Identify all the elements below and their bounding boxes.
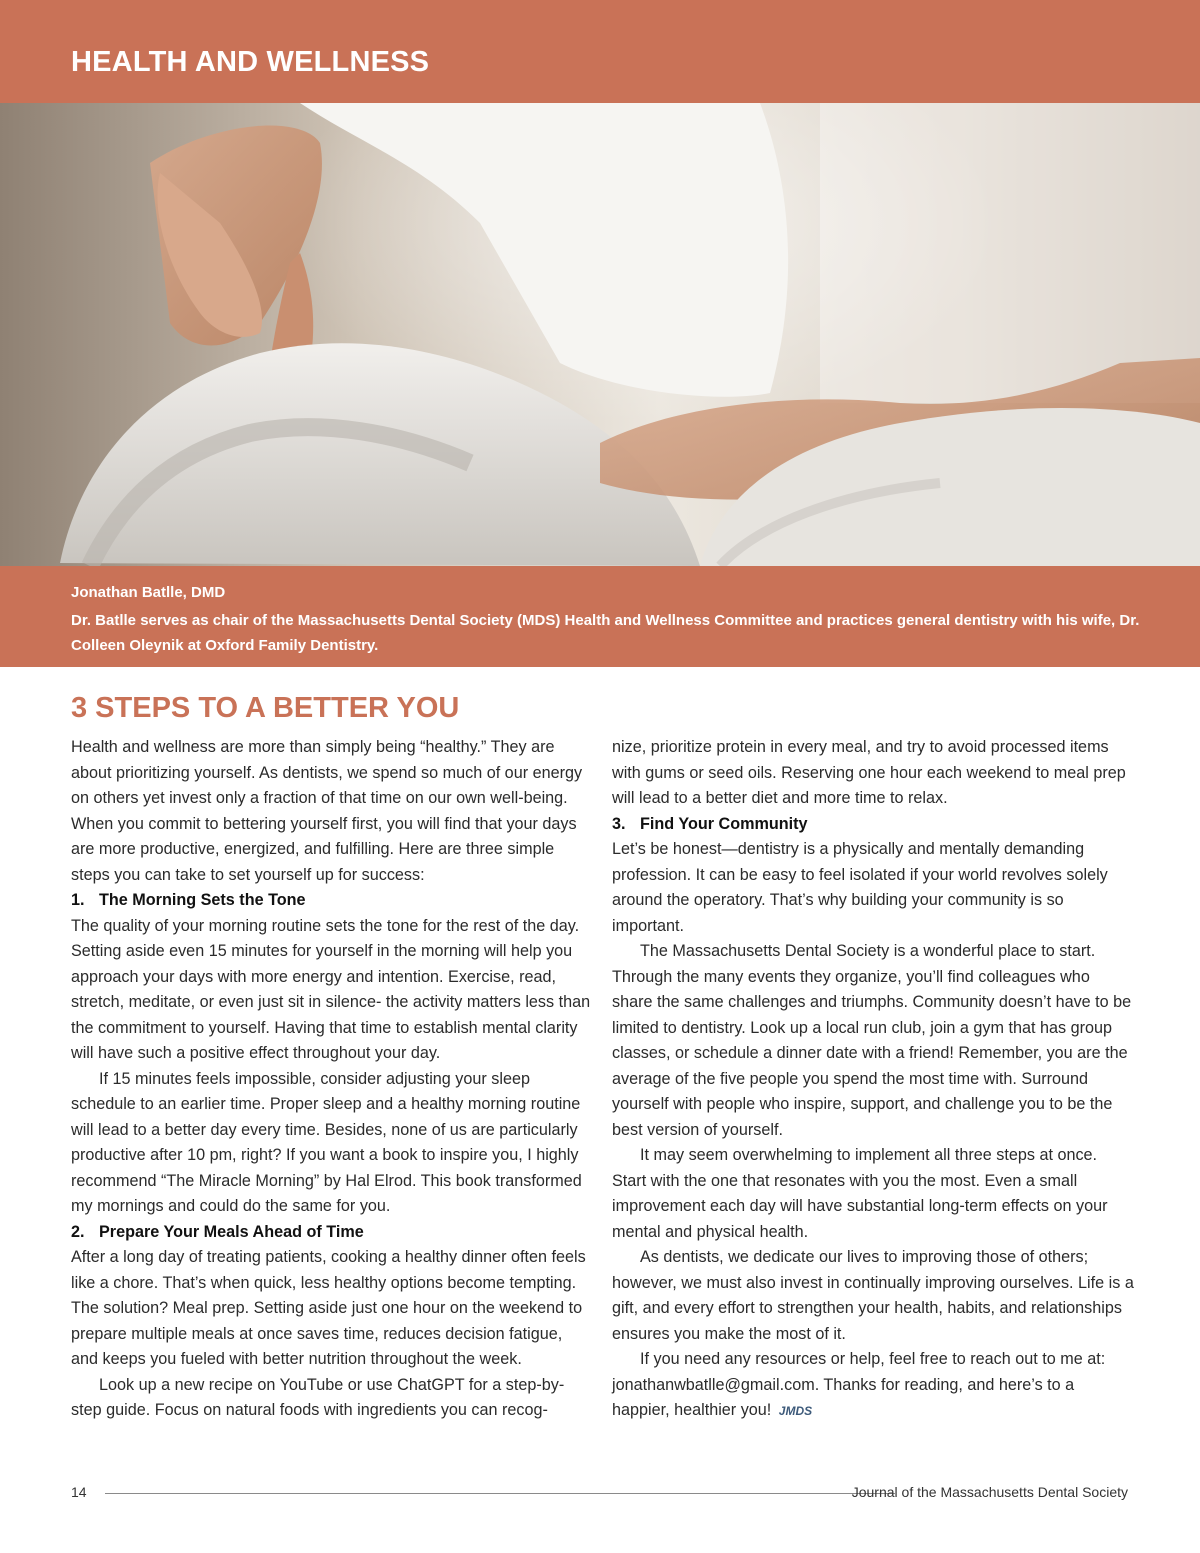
end-mark: JMDS [778, 1404, 813, 1418]
article-title: 3 STEPS TO A BETTER YOU [71, 692, 460, 724]
body-paragraph: As dentists, we dedicate our lives to improving those of others; however, we must also invest in continually improving ourselves. Life is a gift, and every effort to strengthen your health, habits, and relationships ensures you make the most of it. [612, 1248, 1134, 1343]
step-number: 1. [71, 891, 85, 909]
closing-text: If you need any resources or help, feel free to reach out to me at: jonathanwbatlle@gmail.com. Thanks for reading, and here’s to a happier, healthier you! [612, 1350, 1106, 1419]
body-paragraph: The quality of your morning routine sets the tone for the rest of the day. Setting aside even 15 minutes for yourself in the morning will help you approach your days with more energy and intention. Exercise, read, stretch, meditate, or even just sit in silence- the activity matters less than the commitment to yourself. Having that time to establish mental clarity will have such a positive effect throughout your day. [71, 916, 591, 1062]
hero-photo [0, 103, 1200, 566]
step-heading [612, 812, 1134, 838]
body-paragraph: It may seem overwhelming to implement all three steps at once. Start with the one that resonates with you the most. Even a small improvement each day will have substantial long-term effects on your mental and physical health. [612, 1146, 1108, 1241]
article-column-left [71, 735, 591, 1424]
section-header [0, 0, 1200, 103]
article-column-right [612, 735, 1134, 1425]
body-paragraph: nize, prioritize protein in every meal, and try to avoid processed items with gums or seed oils. Reserving one hour each weekend to meal prep will lead to a better diet and more time to relax. [612, 738, 1126, 807]
footer-rule [105, 1493, 895, 1494]
closing-paragraph [612, 1347, 1134, 1425]
intro-paragraph: Health and wellness are more than simply being “healthy.” They are about prioritizing yourself. As dentists, we spend so much of our energy on others yet invest only a fraction of that time on our own well-being. When you commit to bettering yourself first, you will find that your days are more productive, energized, and fulfilling. Here are three simple steps you can take to set yourself up for success: [71, 738, 583, 884]
body-paragraph: Look up a new recipe on YouTube or use ChatGPT for a step-by-step guide. Focus on natural foods with ingredients you can recog- [71, 1375, 565, 1419]
body-paragraph: Let’s be honest—dentistry is a physically and mentally demanding profession. It can be easy to feel isolated if your world revolves solely around the operatory. That’s why building your community is so important. [612, 840, 1108, 935]
body-paragraph: The Massachusetts Dental Society is a wonderful place to start. Through the many events they organize, you’ll find colleagues who share the same challenges and triumphs. Community doesn’t have to be limited to dentistry. Look up a local run club, join a gym that has group classes, or schedule a dinner date with a friend! Remember, you are the average of the five people you spend the most time with. Surround yourself with people who inspire, support, and challenge you to be the best version of yourself. [612, 942, 1132, 1139]
page-number: 14 [71, 1484, 87, 1500]
step-title: Prepare Your Meals Ahead of Time [99, 1222, 364, 1241]
author-bio: Dr. Batlle serves as chair of the Massachusetts Dental Society (MDS) Health and Wellness Committee and practices general dentistry with his wife, Dr. Colleen Oleynik at Oxford Family Dentistry. [71, 612, 1140, 654]
step-title: The Morning Sets the Tone [99, 891, 306, 909]
page-footer [71, 1480, 1128, 1504]
step-heading [71, 1220, 591, 1246]
step-title: Find Your Community [640, 814, 808, 833]
body-paragraph: After a long day of treating patients, cooking a healthy dinner often feels like a chore. That’s when quick, less healthy options become tempting. The solution? Meal prep. Setting aside just one hour on the weekend to prepare multiple meals at once saves time, reduces decision fatigue, and keeps you fueled with better nutrition throughout the week. [71, 1248, 586, 1368]
step-number: 3. [612, 814, 626, 833]
step-number: 2. [71, 1222, 85, 1241]
body-paragraph: If 15 minutes feels impossible, consider adjusting your sleep schedule to an earlier time. Proper sleep and a healthy morning routine will lead to a better day every time. Besides, none of us are particularly productive after 10 pm, right? If you want a book to inspire you, I highly recommend “The Miracle Morning” by Hal Elrod. This book transformed my mornings and could do the same for you. [71, 1069, 582, 1215]
step-heading [71, 888, 591, 914]
author-name: Jonathan Batlle, DMD [71, 584, 226, 601]
meditation-photo-illustration [0, 103, 1200, 566]
section-title: HEALTH AND WELLNESS [71, 46, 430, 78]
author-caption [0, 566, 1200, 667]
journal-name: Journal of the Massachusetts Dental Society [851, 1484, 1128, 1500]
